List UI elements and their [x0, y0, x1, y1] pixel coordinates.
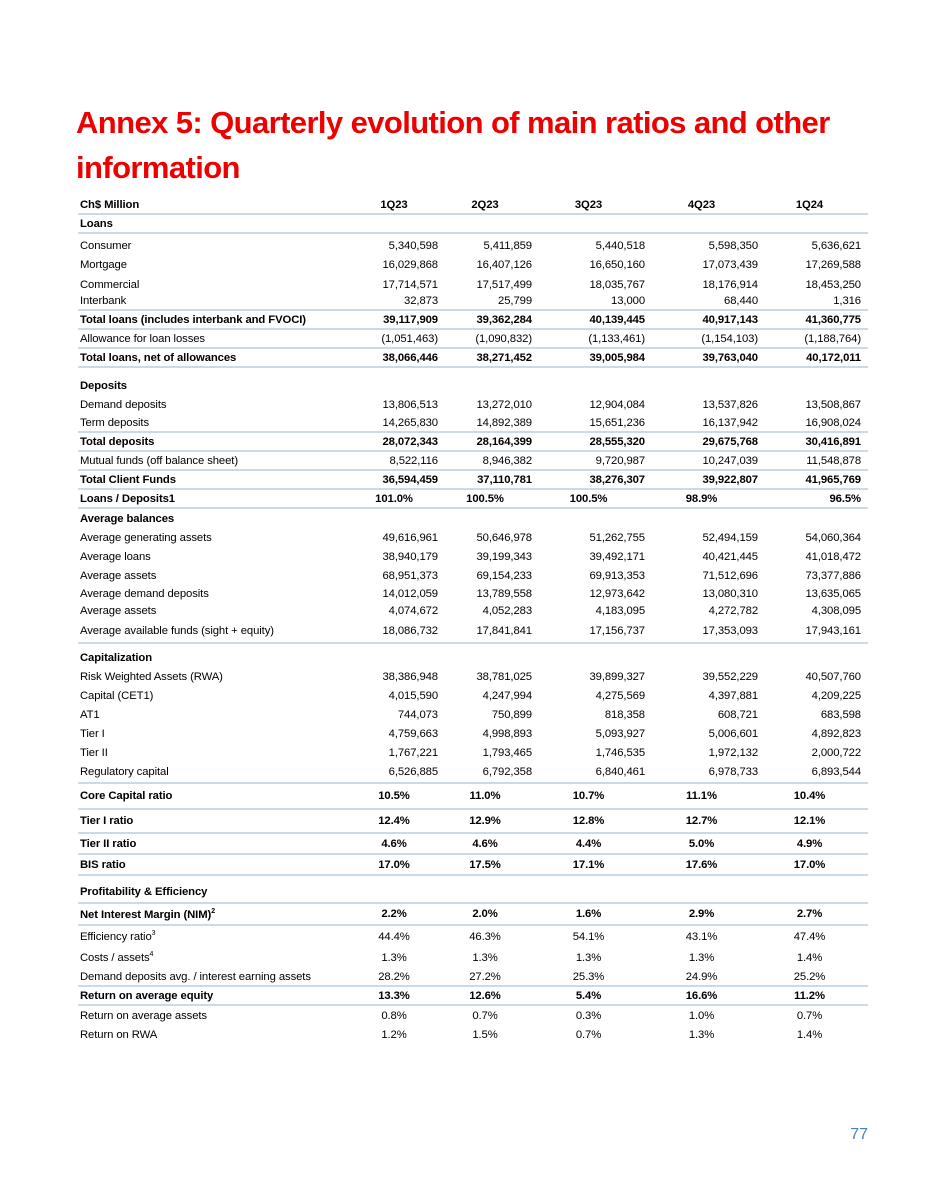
cell: 39,763,040	[702, 351, 758, 364]
row-label: Tier II	[80, 746, 108, 759]
row-label: Demand deposits	[80, 398, 167, 411]
row-label: Loans / Deposits1	[80, 492, 175, 505]
cell: 608,721	[717, 708, 758, 721]
row-label: Average assets	[80, 604, 157, 617]
cell: 16,407,126	[476, 258, 532, 271]
table-row	[78, 330, 868, 349]
cell: 6,893,544	[811, 766, 861, 778]
cell: 17,841,841	[476, 624, 532, 637]
table-row	[78, 968, 868, 987]
cell: 13,635,065	[805, 587, 861, 600]
cell: 8,522,116	[389, 454, 438, 467]
costs-assets-label: Costs / assets	[80, 952, 150, 964]
cell: 12.1%	[793, 815, 826, 827]
cell: 2.9%	[688, 908, 715, 920]
cell: 25.3%	[572, 970, 605, 983]
section-label: Capitalization	[80, 651, 153, 664]
row-label: Mutual funds (off balance sheet)	[80, 454, 238, 467]
row-label: Average available funds (sight + equity)	[80, 624, 274, 637]
cell: 4,759,663	[388, 727, 438, 740]
cell: 1.4%	[796, 1028, 823, 1041]
table-row	[78, 1025, 868, 1044]
cell: 39,362,284	[476, 313, 532, 326]
cell: 13,806,513	[382, 398, 438, 411]
cell: 47.4%	[793, 930, 826, 943]
cell: 13,789,558	[476, 587, 532, 600]
cell: 4,308,095	[811, 604, 861, 617]
table-row	[78, 743, 868, 762]
cell: 2.0%	[472, 908, 498, 920]
table-row	[78, 566, 868, 585]
cell: 5,340,598	[388, 239, 438, 252]
row-label: Return on average assets	[80, 1009, 207, 1022]
cell: 50,646,978	[476, 531, 532, 544]
table-row	[78, 834, 868, 855]
table-row	[78, 1006, 868, 1025]
cell: 101.0%	[375, 492, 413, 505]
ratios-table	[78, 196, 868, 1044]
cell: 1,767,221	[388, 746, 438, 759]
cell: 69,154,233	[476, 569, 532, 582]
cell: 12.8%	[572, 815, 605, 827]
row-label: Average loans	[80, 550, 151, 563]
cell: 39,005,984	[589, 351, 645, 364]
cell: 17,269,588	[805, 258, 861, 271]
cell: 6,840,461	[595, 766, 645, 778]
cell: 100.5%	[466, 492, 504, 505]
cell: 4,015,590	[388, 689, 438, 702]
cell: 0.7%	[472, 1009, 498, 1022]
cell: 12.4%	[378, 815, 410, 827]
cell: 1.3%	[688, 951, 715, 964]
cell: 17,073,439	[702, 258, 758, 271]
cell: 39,552,229	[702, 670, 758, 683]
row-label: BIS ratio	[80, 858, 126, 871]
cell: 2.7%	[796, 908, 823, 920]
table-row	[78, 311, 868, 330]
cell: 18,086,732	[382, 624, 438, 637]
cell: 68,440	[724, 295, 758, 307]
cell: 38,781,025	[476, 670, 532, 683]
cell: 0.8%	[381, 1009, 407, 1022]
section-label: Loans	[80, 217, 113, 230]
cell: 16,908,024	[805, 416, 861, 429]
cell: 11.1%	[686, 790, 717, 802]
cell: 13,080,310	[702, 587, 758, 600]
cell: 1.3%	[575, 951, 602, 964]
cell: 40,139,445	[589, 313, 645, 326]
cell: 28,555,320	[589, 435, 645, 448]
cell: 1.0%	[688, 1009, 715, 1022]
row-label	[78, 951, 350, 964]
table-row	[78, 667, 868, 686]
cell: 12.7%	[685, 815, 718, 827]
cell: 1.3%	[472, 951, 498, 964]
cell: 4.9%	[796, 837, 823, 850]
cell: 28,164,399	[476, 435, 532, 448]
table-row	[78, 528, 868, 547]
cell: 16,650,160	[589, 258, 645, 271]
table-row	[78, 784, 868, 810]
cell: 40,507,760	[805, 670, 861, 683]
cell: 17,714,571	[382, 278, 438, 291]
cell: 8,946,382	[482, 454, 532, 467]
cell: 15,651,236	[589, 416, 645, 429]
row-label: Term deposits	[80, 416, 150, 429]
cell: 1,793,465	[482, 746, 532, 759]
cell: 2,000,722	[811, 746, 861, 759]
cell: 744,073	[397, 708, 438, 721]
footnote-ref: 3	[151, 930, 156, 937]
cell: 52,494,159	[702, 531, 758, 544]
section-heading-capitalization	[78, 648, 868, 667]
table-row	[78, 904, 868, 926]
efficiency-label: Efficiency ratio	[80, 931, 152, 943]
cell: 11,548,878	[806, 454, 861, 467]
row-label: Interbank	[80, 295, 127, 307]
cell: 2.2%	[381, 908, 407, 920]
cell: 14,892,389	[476, 416, 532, 429]
row-label: Total deposits	[80, 435, 155, 448]
row-label: Return on RWA	[80, 1028, 158, 1041]
row-label: Commercial	[80, 278, 140, 291]
cell: 18,453,250	[805, 278, 861, 291]
page-title: Annex 5: Quarterly evolution of main ratios and other information	[76, 105, 830, 185]
cell: 5,598,350	[708, 239, 758, 252]
cell: 30,416,891	[805, 435, 861, 448]
cell: 1,746,535	[595, 746, 645, 759]
cell: 10.5%	[378, 790, 410, 802]
cell: 43.1%	[685, 930, 718, 943]
cell: 14,012,059	[382, 587, 438, 600]
row-label: Total loans (includes interbank and FVOCI)	[80, 313, 306, 326]
row-label: Average generating assets	[80, 531, 212, 544]
table-row	[78, 490, 868, 509]
table-row	[78, 471, 868, 490]
row-label: Risk Weighted Assets (RWA)	[80, 670, 223, 683]
row-label: Return on average equity	[80, 989, 214, 1002]
section-heading-profitability	[78, 882, 868, 904]
cell: 40,172,011	[806, 351, 861, 364]
cell: 28,072,343	[382, 435, 438, 448]
cell: 1.3%	[688, 1028, 715, 1041]
cell: 4.6%	[381, 837, 407, 850]
cell: 68,951,373	[382, 569, 438, 582]
table-row	[78, 855, 868, 876]
cell: 4,998,893	[482, 727, 532, 740]
cell: 1.2%	[381, 1028, 407, 1041]
section-heading-average-balances	[78, 509, 868, 528]
cell: 36,594,459	[382, 473, 438, 486]
cell: 16,137,942	[702, 416, 758, 429]
section-heading-loans	[78, 215, 868, 234]
cell: 1,972,132	[708, 746, 758, 759]
cell: 39,492,171	[589, 550, 645, 563]
cell: 1,316	[833, 295, 861, 307]
cell: 24.9%	[685, 970, 718, 983]
cell: 17.5%	[469, 858, 501, 871]
cell: 96.5%	[829, 492, 861, 505]
cell: (1,154,103)	[701, 332, 758, 345]
table-row	[78, 987, 868, 1006]
section-label: Profitability & Efficiency	[80, 886, 208, 898]
cell: 1.5%	[472, 1028, 498, 1041]
cell: 6,978,733	[708, 766, 758, 778]
cell: 27.2%	[469, 970, 501, 983]
cell: 17.1%	[572, 858, 605, 871]
cell: 44.4%	[378, 930, 410, 943]
cell: 13,272,010	[476, 398, 532, 411]
row-label: Allowance for loan losses	[80, 332, 205, 345]
table-header	[78, 196, 868, 215]
cell: 12.9%	[469, 815, 501, 827]
cell: 54,060,364	[805, 531, 861, 544]
cell: 4,209,225	[811, 689, 861, 702]
cell: 14,265,830	[382, 416, 438, 429]
cell: 100.5%	[569, 492, 608, 505]
header-label: Ch$ Million	[80, 198, 140, 211]
page-number: 77	[850, 1126, 868, 1143]
cell: 51,262,755	[589, 531, 645, 544]
cell: 0.3%	[575, 1009, 602, 1022]
cell: 38,271,452	[476, 351, 532, 364]
cell: 4.6%	[472, 837, 498, 850]
cell: 17.0%	[378, 858, 410, 871]
cell: 41,965,769	[805, 473, 861, 486]
cell: 4,892,823	[811, 727, 861, 740]
cell: 29,675,768	[702, 435, 758, 448]
row-label: Demand deposits avg. / interest earning assets	[80, 970, 311, 983]
cell: 17.0%	[793, 858, 826, 871]
table-row	[78, 452, 868, 471]
cell: 17,517,499	[476, 278, 532, 291]
header-col: 1Q24	[795, 198, 824, 211]
footnote-ref: 4	[149, 951, 154, 958]
cell: 0.7%	[796, 1009, 823, 1022]
row-label: Mortgage	[80, 258, 127, 271]
cell: 9,720,987	[595, 454, 645, 467]
cell: 1.3%	[381, 951, 407, 964]
header-col: 2Q23	[471, 198, 499, 211]
section-label: Deposits	[80, 379, 127, 392]
cell: 12,973,642	[589, 587, 645, 600]
cell: 38,276,307	[589, 473, 645, 486]
cell: 4,275,569	[595, 689, 645, 702]
cell: 69,913,353	[589, 569, 645, 582]
cell: 5,093,927	[595, 727, 645, 740]
cell: 13,508,867	[805, 398, 861, 411]
cell: 5,440,518	[595, 239, 645, 252]
cell: 40,917,143	[702, 313, 758, 326]
cell: 73,377,886	[805, 569, 861, 582]
table-row	[78, 547, 868, 566]
cell: 98.9%	[685, 492, 718, 505]
cell: 10.4%	[793, 790, 826, 802]
cell: (1,051,463)	[381, 332, 438, 345]
cell: 12.6%	[469, 989, 501, 1002]
cell: 750,899	[491, 708, 532, 721]
table-row	[78, 602, 868, 619]
row-label: Tier II ratio	[80, 837, 137, 850]
table-row	[78, 276, 868, 293]
row-label: Regulatory capital	[80, 766, 169, 778]
table-row	[78, 585, 868, 602]
cell: (1,188,764)	[804, 332, 861, 345]
table-row	[78, 236, 868, 255]
cell: 49,616,961	[382, 531, 438, 544]
table-row	[78, 705, 868, 724]
table-row	[78, 810, 868, 834]
row-label: Average demand deposits	[80, 587, 209, 600]
cell: 12,904,084	[589, 398, 645, 411]
cell: 683,598	[820, 708, 861, 721]
cell: 4,397,881	[708, 689, 758, 702]
cell: 40,421,445	[702, 550, 758, 563]
table-row	[78, 395, 868, 414]
cell: 37,110,781	[477, 473, 532, 486]
cell: 17,353,093	[702, 624, 758, 637]
cell: 11.0%	[469, 790, 501, 802]
row-label: Tier I	[80, 727, 105, 740]
cell: 38,066,446	[382, 351, 438, 364]
cell: 5,636,621	[811, 239, 861, 252]
cell: 6,792,358	[482, 766, 532, 778]
cell: 5,006,601	[708, 727, 758, 740]
cell: 4.4%	[575, 837, 602, 850]
cell: 5.4%	[575, 989, 602, 1002]
cell: 16.6%	[685, 989, 718, 1002]
table-row	[78, 619, 868, 644]
cell: 28.2%	[378, 970, 410, 983]
cell: 17,943,161	[805, 624, 861, 637]
cell: 41,360,775	[805, 313, 861, 326]
cell: 18,176,914	[702, 278, 758, 291]
footnote-ref: 2	[211, 907, 215, 915]
header-col: 1Q23	[380, 198, 408, 211]
cell: 4,247,994	[482, 689, 532, 702]
cell: 1.4%	[796, 951, 823, 964]
row-label: Total Client Funds	[80, 473, 176, 486]
table-row	[78, 414, 868, 433]
cell: 818,358	[604, 708, 645, 721]
table-row	[78, 724, 868, 743]
cell: 6,526,885	[388, 766, 438, 778]
cell: 46.3%	[469, 930, 501, 943]
cell: 39,199,343	[476, 550, 532, 563]
table-row	[78, 255, 868, 274]
header-col: 4Q23	[687, 198, 716, 211]
table-row	[78, 686, 868, 705]
section-heading-deposits	[78, 376, 868, 395]
cell: 4,074,672	[388, 604, 438, 617]
cell: 32,873	[404, 295, 438, 307]
cell: 5,411,859	[483, 239, 532, 252]
cell: 1.6%	[575, 908, 602, 920]
table-row	[78, 762, 868, 784]
cell: 25.2%	[793, 970, 826, 983]
cell: 16,029,868	[382, 258, 438, 271]
cell: 38,386,948	[382, 670, 438, 683]
nim-label: Net Interest Margin (NIM)	[80, 908, 212, 921]
table-row	[78, 926, 868, 947]
cell: 10.7%	[572, 790, 605, 802]
table-row	[78, 293, 868, 311]
cell: 39,899,327	[589, 670, 645, 683]
table-row	[78, 349, 868, 368]
cell: (1,090,832)	[475, 332, 532, 345]
cell: 18,035,767	[589, 278, 645, 291]
cell: 4,052,283	[482, 604, 532, 617]
section-label: Average balances	[80, 512, 175, 525]
table-row	[78, 433, 868, 452]
header-col: 3Q23	[574, 198, 603, 211]
cell: 13,000	[611, 295, 645, 307]
cell: 4,183,095	[595, 604, 645, 617]
cell: 71,512,696	[702, 569, 758, 582]
cell: 39,922,807	[702, 473, 758, 486]
row-label: Consumer	[80, 239, 132, 252]
cell: 11.2%	[794, 989, 825, 1002]
cell: (1,133,461)	[588, 332, 645, 345]
row-label: Core Capital ratio	[80, 790, 173, 802]
cell: 5.0%	[688, 837, 715, 850]
cell: 10,247,039	[702, 454, 758, 467]
row-label: Average assets	[80, 569, 157, 582]
cell: 13,537,826	[702, 398, 758, 411]
row-label: Capital (CET1)	[80, 689, 154, 702]
cell: 13.3%	[378, 989, 410, 1002]
cell: 54.1%	[572, 930, 605, 943]
table-row	[78, 947, 868, 968]
row-label: Tier I ratio	[80, 815, 134, 827]
cell: 38,940,179	[382, 550, 438, 563]
cell: 25,799	[498, 295, 532, 307]
cell: 0.7%	[575, 1028, 602, 1041]
row-label: AT1	[80, 708, 100, 721]
cell: 4,272,782	[708, 604, 758, 617]
row-label	[78, 930, 350, 943]
row-label	[78, 908, 350, 921]
cell: 17.6%	[685, 858, 718, 871]
cell: 41,018,472	[805, 550, 861, 563]
cell: 17,156,737	[589, 624, 645, 637]
cell: 39,117,909	[383, 313, 438, 326]
row-label: Total loans, net of allowances	[80, 351, 237, 364]
